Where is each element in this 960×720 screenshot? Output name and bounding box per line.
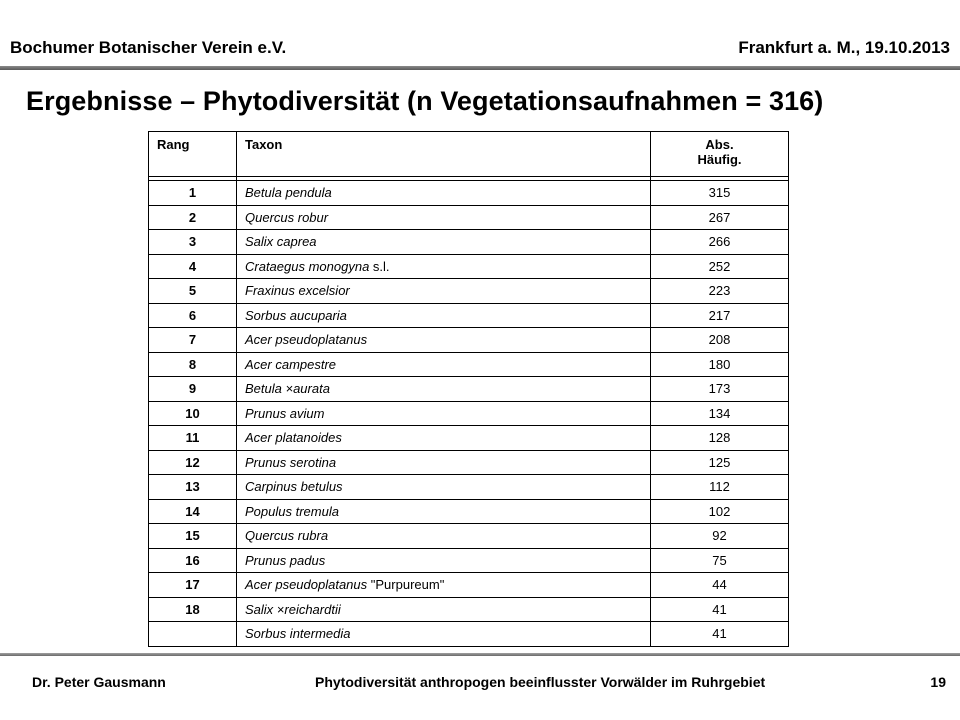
table-row	[149, 279, 789, 304]
table-row	[149, 450, 789, 475]
rank-cell: 5	[149, 279, 237, 304]
taxon-cell	[237, 450, 651, 475]
slide-title: Ergebnisse – Phytodiversität (n Vegetationsaufnahmen = 316)	[26, 86, 824, 116]
taxon-name: Carpinus betulus	[245, 479, 343, 495]
taxon-cell	[237, 328, 651, 353]
table-row	[149, 548, 789, 573]
rank-cell: 9	[149, 377, 237, 402]
table-row	[149, 328, 789, 353]
taxon-cell	[237, 279, 651, 304]
taxon-name: Sorbus aucuparia	[245, 307, 347, 323]
abs-frequency-cell: 112	[651, 475, 789, 500]
rank-cell: 6	[149, 303, 237, 328]
footer-page-number: 19	[930, 674, 946, 690]
rank-cell: 17	[149, 573, 237, 598]
abs-frequency-cell: 128	[651, 426, 789, 451]
abs-frequency-cell: 266	[651, 230, 789, 255]
abs-frequency-cell: 315	[651, 181, 789, 206]
taxon-name: Quercus robur	[245, 209, 329, 225]
taxon-cell	[237, 254, 651, 279]
taxon-name: Prunus padus	[245, 552, 326, 568]
taxon-cell	[237, 499, 651, 524]
abs-frequency-cell: 217	[651, 303, 789, 328]
footer-subtitle: Phytodiversität anthropogen beeinflusster Vorwälder im Ruhrgebiet	[315, 674, 766, 690]
taxon-name: Betula ×aurata	[245, 381, 330, 397]
taxon-name: Prunus serotina	[245, 454, 337, 470]
rank-cell: 14	[149, 499, 237, 524]
rank-cell: 15	[149, 524, 237, 549]
taxon-cell	[237, 573, 651, 598]
abs-frequency-cell: 44	[651, 573, 789, 598]
abs-frequency-cell: 102	[651, 499, 789, 524]
taxon-name: Acer platanoides	[245, 430, 342, 446]
abs-frequency-cell: 180	[651, 352, 789, 377]
rank-cell: 16	[149, 548, 237, 573]
table-row	[149, 524, 789, 549]
table-row	[149, 303, 789, 328]
taxon-suffix: s.l.	[369, 258, 390, 274]
rank-cell: 11	[149, 426, 237, 451]
taxon-name: Acer pseudoplatanus	[245, 332, 368, 348]
abs-frequency-cell: 41	[651, 597, 789, 622]
bottom-divider	[0, 653, 960, 656]
abs-frequency-cell: 208	[651, 328, 789, 353]
column-header-taxon: Taxon	[237, 132, 651, 177]
taxon-cell	[237, 548, 651, 573]
table-row	[149, 475, 789, 500]
rank-cell: 1	[149, 181, 237, 206]
taxon-cell	[237, 597, 651, 622]
rank-cell: 3	[149, 230, 237, 255]
table-row	[149, 352, 789, 377]
table-row	[149, 426, 789, 451]
rank-cell: 7	[149, 328, 237, 353]
footer-author: Dr. Peter Gausmann	[32, 674, 166, 690]
table-row	[149, 499, 789, 524]
taxon-cell	[237, 524, 651, 549]
taxon-name: Betula pendula	[245, 185, 332, 201]
table-row	[149, 205, 789, 230]
results-table	[148, 131, 789, 647]
taxon-cell	[237, 230, 651, 255]
abs-frequency-cell: 223	[651, 279, 789, 304]
abs-frequency-cell: 252	[651, 254, 789, 279]
column-header-rank: Rang	[149, 132, 237, 177]
rank-cell: 8	[149, 352, 237, 377]
taxon-cell	[237, 181, 651, 206]
taxon-name: Fraxinus excelsior	[245, 283, 350, 299]
table-body	[149, 181, 789, 647]
table-row	[149, 622, 789, 647]
taxon-cell	[237, 303, 651, 328]
column-header-abs-line1: Abs.	[705, 137, 734, 152]
header-place-date: Frankfurt a. M., 19.10.2013	[738, 38, 950, 57]
table-header-row	[149, 132, 789, 177]
table-row	[149, 181, 789, 206]
taxon-name: Salix ×reichardtii	[245, 601, 341, 617]
table-row	[149, 230, 789, 255]
rank-cell: 12	[149, 450, 237, 475]
taxon-name: Salix caprea	[245, 234, 317, 250]
taxon-cell	[237, 475, 651, 500]
table-row	[149, 254, 789, 279]
taxon-cell	[237, 205, 651, 230]
taxon-cell	[237, 622, 651, 647]
abs-frequency-cell: 41	[651, 622, 789, 647]
abs-frequency-cell: 92	[651, 524, 789, 549]
top-divider	[0, 66, 960, 70]
taxon-name: Sorbus intermedia	[245, 626, 351, 642]
taxon-name: Acer campestre	[245, 356, 337, 372]
rank-cell: 10	[149, 401, 237, 426]
abs-frequency-cell: 267	[651, 205, 789, 230]
taxon-suffix: "Purpureum"	[367, 577, 445, 593]
abs-frequency-cell: 173	[651, 377, 789, 402]
taxon-name: Crataegus monogyna	[245, 258, 370, 274]
taxon-name: Prunus avium	[245, 405, 325, 421]
column-header-abs-frequency	[651, 132, 789, 177]
abs-frequency-cell: 75	[651, 548, 789, 573]
taxon-name: Quercus rubra	[245, 528, 329, 544]
table-row	[149, 377, 789, 402]
abs-frequency-cell: 134	[651, 401, 789, 426]
taxon-name: Acer pseudoplatanus	[245, 577, 368, 593]
rank-cell: 2	[149, 205, 237, 230]
rank-cell: 18	[149, 597, 237, 622]
taxon-cell	[237, 352, 651, 377]
table-row	[149, 597, 789, 622]
header-organization: Bochumer Botanischer Verein e.V.	[10, 38, 287, 57]
taxon-cell	[237, 377, 651, 402]
abs-frequency-cell: 125	[651, 450, 789, 475]
taxon-cell	[237, 426, 651, 451]
table-row	[149, 573, 789, 598]
taxon-cell	[237, 401, 651, 426]
taxon-name: Populus tremula	[245, 503, 339, 519]
table-row	[149, 401, 789, 426]
rank-cell	[149, 622, 237, 647]
rank-cell: 13	[149, 475, 237, 500]
rank-cell: 4	[149, 254, 237, 279]
column-header-abs-line2: Häufig.	[697, 152, 742, 167]
